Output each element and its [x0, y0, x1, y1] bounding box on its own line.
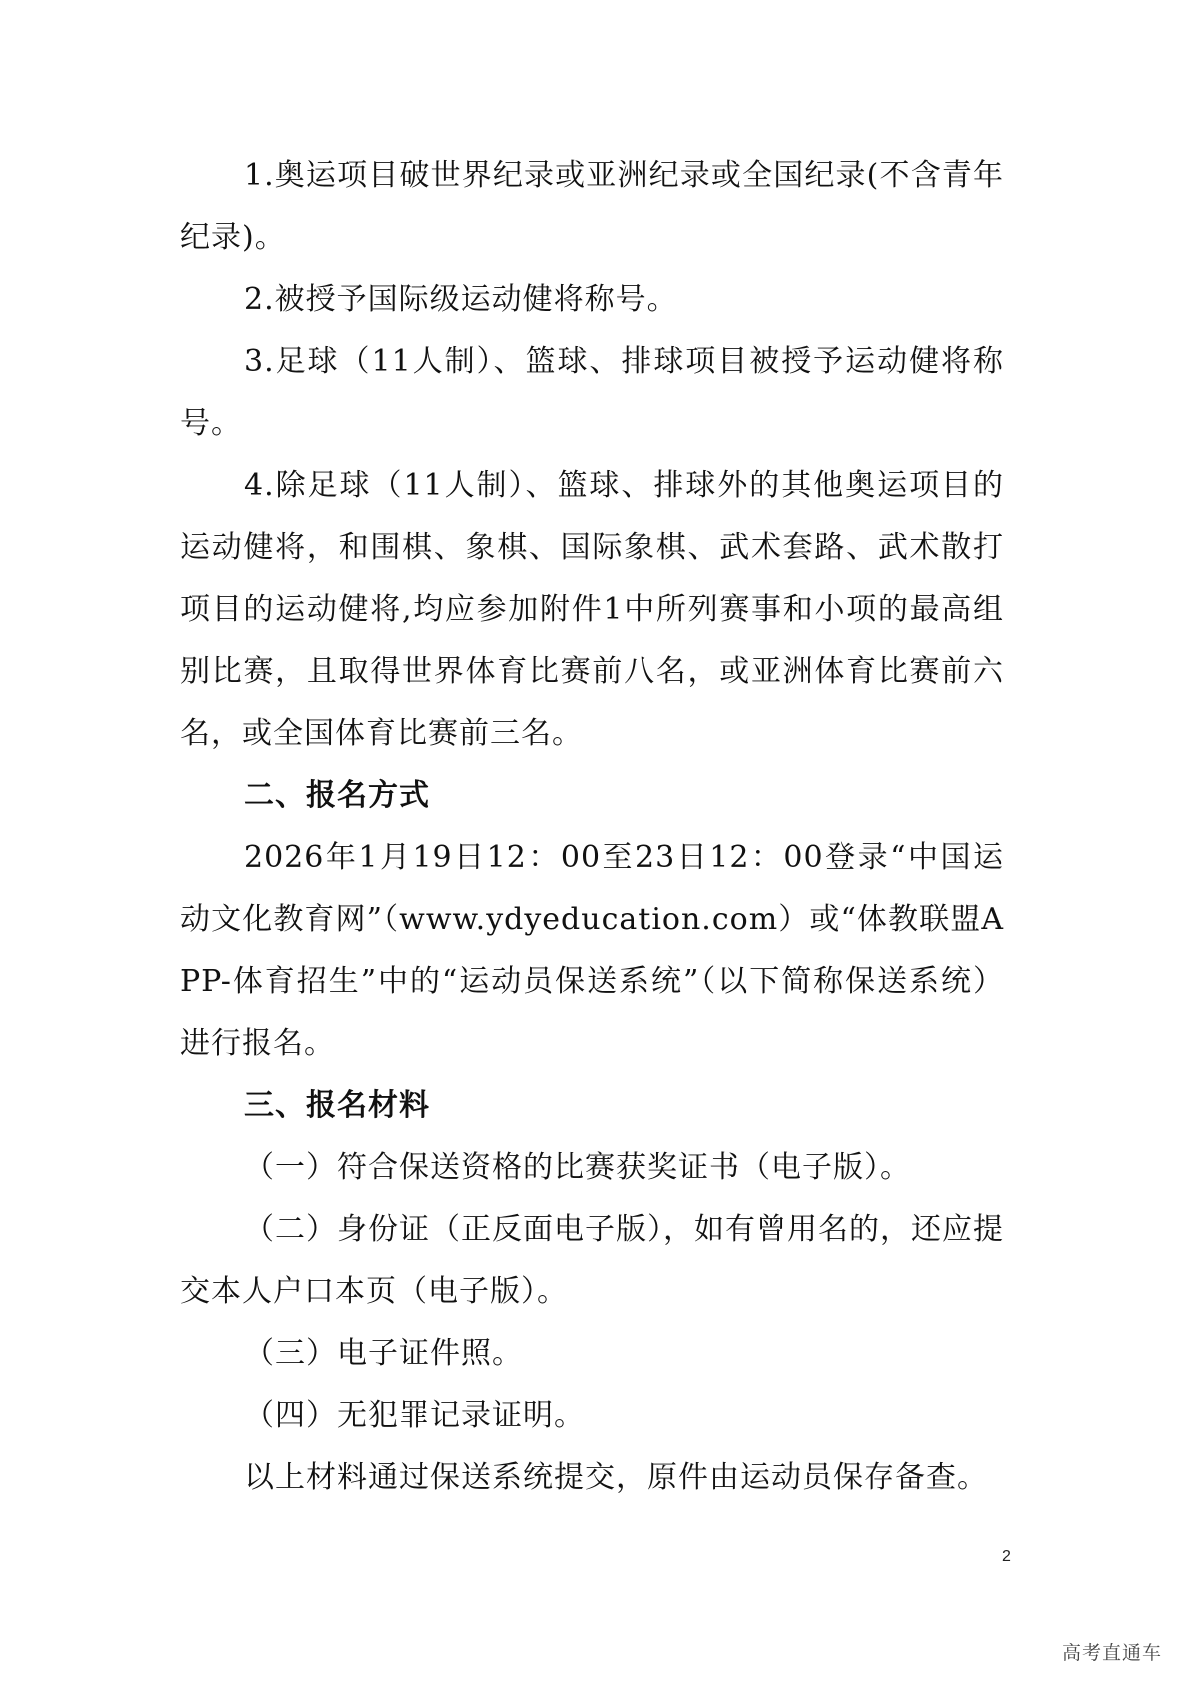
document-body: [180, 145, 1004, 1509]
section-heading-registration-materials: 三、报名材料: [244, 1088, 430, 1123]
paragraph-material-3: （三）电子证件照。: [244, 1336, 523, 1371]
paragraph-registration-method: 2026年1月19日12：00至23日12：00登录“中国运动文化教育网”（www.ydyeducation.com）或“体教联盟APP-体育招生”中的“运动员保送系统”（以下简称保送系统）进行报名。: [180, 840, 1004, 1061]
watermark-text: 高考直通车: [1061, 1642, 1162, 1664]
paragraph-material-1: （一）符合保送资格的比赛获奖证书（电子版）。: [244, 1150, 911, 1185]
paragraph-item-2: 2.被授予国际级运动健将称号。: [244, 282, 678, 317]
section-heading-registration-method: 二、报名方式: [244, 778, 430, 813]
paragraph-material-2: （二）身份证（正反面电子版），如有曾用名的，还应提交本人户口本页（电子版）。: [180, 1212, 1004, 1309]
paragraph-materials-note: 以上材料通过保送系统提交，原件由运动员保存备查。: [244, 1460, 988, 1495]
paragraph-material-4: （四）无犯罪记录证明。: [244, 1398, 585, 1433]
paragraph-item-3: 3.足球（11人制）、篮球、排球项目被授予运动健将称号。: [180, 344, 1004, 441]
paragraph-item-4: 4.除足球（11人制）、篮球、排球外的其他奥运项目的运动健将，和围棋、象棋、国际象棋、武术套路、武术散打项目的运动健将,均应参加附件1中所列赛事和小项的最高组别比赛，且取得世界体育比赛前八名，或亚洲体育比赛前六名，或全国体育比赛前三名。: [180, 468, 1004, 751]
paragraph-item-1: 1.奥运项目破世界纪录或亚洲纪录或全国纪录(不含青年纪录)。: [180, 158, 1004, 255]
page-number: 2: [1002, 1548, 1011, 1565]
